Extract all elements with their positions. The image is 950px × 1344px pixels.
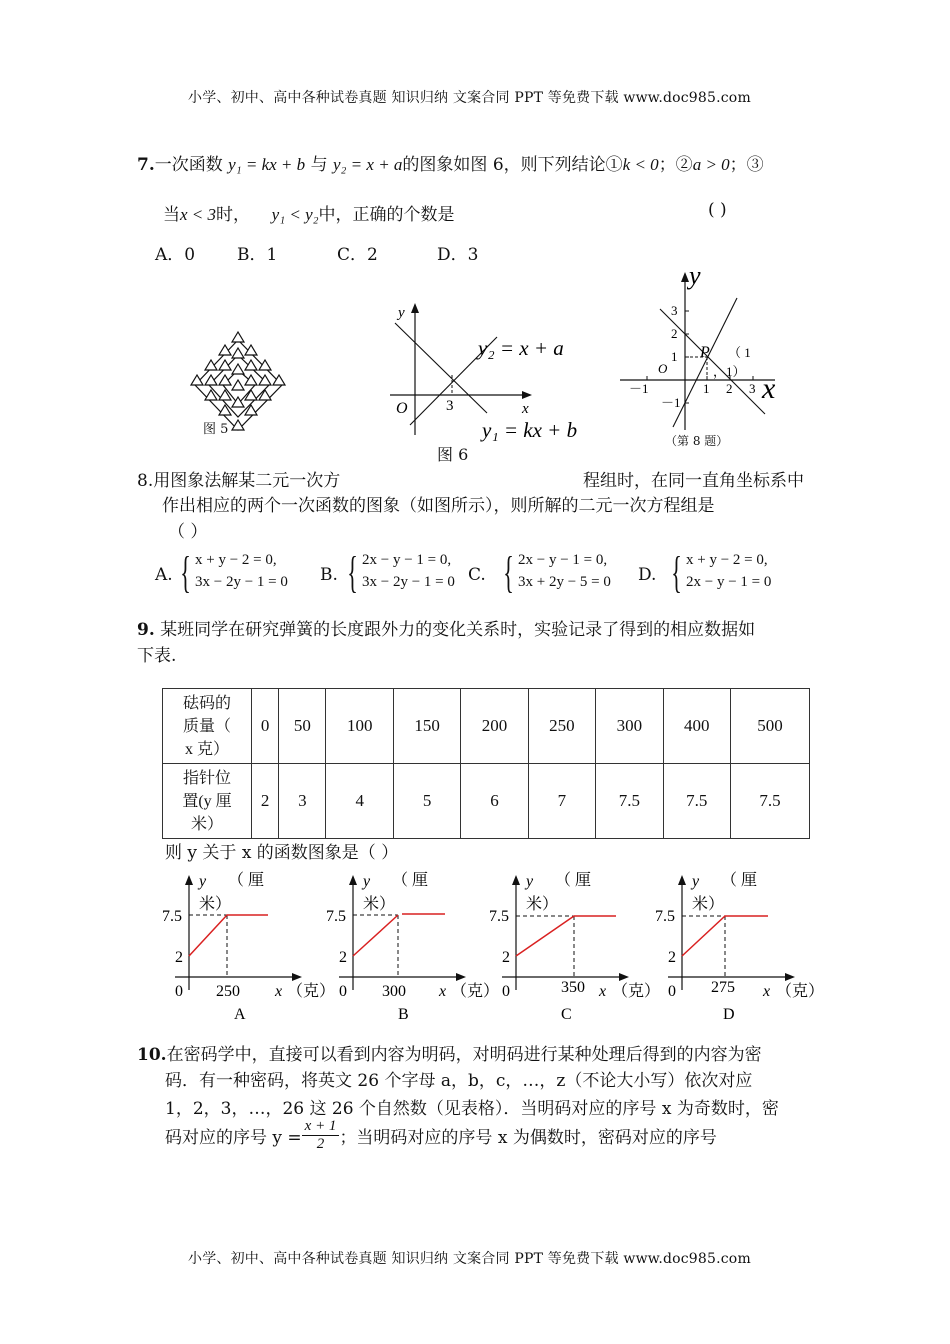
conclusion-2: a > 0 — [692, 155, 730, 174]
graph-option-c — [489, 871, 660, 1023]
q10-text: 在密码学中，直接可以看到内容为明码，对明码进行某种处理后得到的内容为密 — [166, 1045, 762, 1065]
origin-label: O — [396, 400, 408, 417]
svg-text:（克）: （克） — [287, 983, 336, 1000]
y2-expression: y₂ = x + a — [332, 155, 403, 174]
y-axis-label: y — [689, 262, 701, 290]
svg-text:（克）: （克） — [776, 983, 825, 1000]
svg-text:350: 350 — [561, 979, 585, 996]
brace-icon: { — [503, 548, 514, 597]
triangle-icon — [191, 332, 285, 430]
svg-text:7.5: 7.5 — [162, 908, 182, 925]
q9-line-2: 下表. — [137, 646, 177, 666]
answer-paren: ( ) — [708, 200, 727, 220]
brace-icon: { — [180, 548, 191, 597]
graph-option-d — [655, 871, 824, 1023]
figure-8-caption: （第 8 题） — [665, 434, 729, 448]
svg-text:y: y — [526, 873, 534, 890]
svg-text:D: D — [723, 1006, 735, 1023]
q10-line-4 — [165, 1118, 717, 1153]
header-line: x 克） — [184, 740, 229, 758]
y-tick: －1 — [661, 395, 681, 410]
condition: x < 3 — [180, 205, 217, 224]
line-y2-label: y₂ = x + a — [478, 336, 564, 360]
question-number: 9. — [137, 620, 155, 640]
y-tick: 3 — [671, 303, 678, 318]
option-d[interactable]: D．3 — [437, 245, 479, 265]
svg-text:y: y — [199, 873, 207, 890]
graph-option-b — [326, 871, 499, 1023]
q9-question: 则 y 关于 x 的函数图象是（ ） — [165, 843, 399, 863]
table-cell: 7.5 — [663, 764, 730, 839]
fraction — [302, 1118, 340, 1153]
x-axis-label: x — [522, 401, 529, 417]
brace-icon: { — [347, 548, 358, 597]
q7-text: 一次函数 — [154, 155, 223, 175]
table-row — [163, 764, 810, 839]
question-7-line-2 — [163, 200, 455, 225]
figure-6-caption: 图 6 — [437, 445, 469, 464]
svg-text:x: x — [275, 983, 283, 1000]
page-footer: 小学、初中、高中各种试卷真题 知识归纳 文案合同 PPT 等免费下载 www.doc985.com — [188, 1251, 751, 1267]
q7-text: 当 — [163, 205, 180, 225]
point-coords: ，1） — [713, 364, 746, 379]
table-cell: 3 — [279, 764, 326, 839]
option-c[interactable]: C．2 — [337, 245, 378, 265]
header-line: 指针位 — [182, 769, 231, 787]
equation-2: 3x + 2y − 5 = 0 — [518, 574, 611, 590]
table-cell: 6 — [461, 764, 528, 839]
svg-text:2: 2 — [175, 949, 183, 966]
header-line: 置(y 厘 — [182, 792, 232, 810]
q10-line-2: 码．有一种密码，将英文 26 个字母 a，b，c，…，z（不论大小写）依次对应 — [165, 1071, 753, 1091]
table-cell: 4 — [326, 764, 393, 839]
line-y1-label: y₁ = kx + b — [482, 418, 578, 442]
q7-text: ；② — [658, 155, 693, 175]
svg-text:B: B — [398, 1006, 409, 1023]
y-axis-label: y — [398, 305, 405, 321]
svg-text:（ 厘: （ 厘 — [721, 872, 758, 889]
svg-text:A: A — [234, 1006, 246, 1023]
table-cell: 250 — [528, 689, 595, 764]
equation-2: 3x − 2y − 1 = 0 — [362, 574, 455, 590]
figure-6-graph — [380, 295, 580, 445]
question-7-line-1 — [137, 150, 764, 175]
row-header-mass — [163, 689, 252, 764]
graph-option-a — [162, 871, 335, 1023]
table-cell: 200 — [461, 689, 528, 764]
y1-expression: y₁ = kx + b — [228, 155, 306, 174]
q9-answer-graphs — [150, 862, 850, 1032]
option-a[interactable]: A．0 — [155, 245, 196, 265]
q9-line-1 — [137, 615, 755, 640]
table-cell: 7.5 — [731, 764, 810, 839]
equation-1: x + y − 2 = 0, — [686, 552, 768, 568]
svg-text:米）: 米） — [526, 896, 559, 913]
equation-1: x + y − 2 = 0, — [195, 552, 277, 568]
svg-text:250: 250 — [216, 983, 240, 1000]
table-cell: 7.5 — [596, 764, 663, 839]
svg-text:（ 厘: （ 厘 — [392, 872, 429, 889]
q7-text: 的图象如图 6，则下列结论① — [402, 155, 623, 175]
option-label: A. — [155, 565, 173, 585]
fraction-numerator: x + 1 — [302, 1118, 340, 1136]
table-cell: 7 — [528, 764, 595, 839]
option-b[interactable]: B．1 — [237, 245, 278, 265]
x-tick: 3 — [749, 381, 756, 396]
q9-text: 某班同学在研究弹簧的长度跟外力的变化关系时，实验记录了得到的相应数据如 — [160, 620, 756, 640]
point-p-label: P — [700, 344, 710, 361]
svg-text:0: 0 — [668, 983, 676, 1000]
table-cell: 150 — [393, 689, 460, 764]
q10-text: ；当明码对应的序号 x 为偶数时，密码对应的序号 — [339, 1128, 717, 1148]
brace-icon: { — [671, 548, 682, 597]
x-tick: 1 — [703, 381, 710, 396]
table-cell: 300 — [596, 689, 663, 764]
svg-text:（ 厘: （ 厘 — [555, 872, 592, 889]
spring-data-table — [162, 688, 810, 839]
table-cell: 400 — [663, 689, 730, 764]
origin-label: O — [658, 361, 668, 376]
svg-text:275: 275 — [711, 979, 735, 996]
svg-text:米）: 米） — [363, 896, 396, 913]
q8-line-1a: 8.用图象法解某二元一次方 — [137, 471, 341, 491]
question-number: 7. — [137, 155, 155, 175]
svg-text:y: y — [363, 873, 371, 890]
table-row — [163, 689, 810, 764]
table-cell: 50 — [279, 689, 326, 764]
svg-text:2: 2 — [502, 949, 510, 966]
svg-text:2: 2 — [668, 949, 676, 966]
svg-text:米）: 米） — [199, 896, 232, 913]
svg-text:7.5: 7.5 — [326, 908, 346, 925]
answer-paren: （ ） — [168, 522, 208, 542]
figure-5-diagram — [185, 320, 295, 440]
q10-line-1 — [137, 1040, 762, 1065]
svg-text:7.5: 7.5 — [489, 908, 509, 925]
svg-text:C: C — [561, 1006, 572, 1023]
svg-text:0: 0 — [339, 983, 347, 1000]
q10-line-3: 1，2，3，…，26 这 26 个自然数（见表格）．当明码对应的序号 x 为奇数时，密 — [165, 1099, 779, 1119]
header-line: 米） — [190, 815, 223, 833]
svg-text:300: 300 — [382, 983, 406, 1000]
svg-text:y: y — [692, 873, 700, 890]
fraction-denominator: 2 — [316, 1136, 325, 1152]
figure-8-graph — [615, 262, 795, 432]
svg-text:x: x — [439, 983, 447, 1000]
header-line: 质量（ — [182, 717, 231, 735]
table-cell: 5 — [393, 764, 460, 839]
q7-text: 中，正确的个数是 — [318, 205, 455, 225]
table-cell: 0 — [252, 689, 279, 764]
question-number: 10. — [137, 1045, 167, 1065]
svg-text:x: x — [763, 983, 771, 1000]
svg-text:（克）: （克） — [451, 983, 500, 1000]
q8-line-2: 作出相应的两个一次函数的图象（如图所示），则所解的二元一次方程组是 — [162, 496, 715, 516]
figure-5-caption: 图 5 — [203, 422, 229, 437]
svg-text:（ 厘: （ 厘 — [228, 872, 265, 889]
conclusion-1: k < 0 — [622, 155, 659, 174]
q8-line-1b: 程组时，在同一直角坐标系中 — [583, 471, 804, 491]
equation-2: 3x − 2y − 1 = 0 — [195, 574, 288, 590]
q7-text: 时， — [216, 205, 251, 225]
svg-text:x: x — [599, 983, 607, 1000]
option-label: D. — [638, 565, 657, 585]
tick-3: 3 — [446, 398, 454, 414]
table-cell: 2 — [252, 764, 279, 839]
svg-text:7.5: 7.5 — [655, 908, 675, 925]
q10-text: 码对应的序号 y = — [165, 1128, 302, 1148]
equation-2: 2x − y − 1 = 0 — [686, 574, 772, 590]
row-header-position — [163, 764, 252, 839]
equation-1: 2x − y − 1 = 0, — [518, 552, 608, 568]
table-cell: 500 — [731, 689, 810, 764]
y-axis-arrow-icon — [681, 272, 689, 282]
svg-text:米）: 米） — [692, 896, 725, 913]
point-coords: （ 1 — [728, 345, 751, 360]
y-tick: 2 — [671, 326, 678, 341]
option-label: C. — [468, 565, 486, 585]
svg-text:0: 0 — [502, 983, 510, 1000]
y-axis-arrow-icon — [411, 303, 419, 313]
q7-text: ；③ — [729, 155, 764, 175]
x-tick: －1 — [629, 381, 649, 396]
table-cell: 100 — [326, 689, 393, 764]
svg-text:2: 2 — [339, 949, 347, 966]
svg-text:（克）: （克） — [612, 983, 661, 1000]
option-label: B. — [320, 565, 338, 585]
x-axis-arrow-icon — [522, 391, 532, 399]
x-axis-label: x — [762, 372, 776, 405]
y-tick: 1 — [671, 349, 678, 364]
page-header: 小学、初中、高中各种试卷真题 知识归纳 文案合同 PPT 等免费下载 www.doc985.com — [188, 90, 751, 106]
header-line: 砝码的 — [182, 694, 231, 712]
equation-1: 2x − y − 1 = 0, — [362, 552, 452, 568]
x-tick: 2 — [726, 381, 733, 396]
svg-text:0: 0 — [175, 983, 183, 1000]
q7-text: 与 — [310, 155, 328, 175]
inequality: y₁ < y₂ — [271, 205, 319, 224]
